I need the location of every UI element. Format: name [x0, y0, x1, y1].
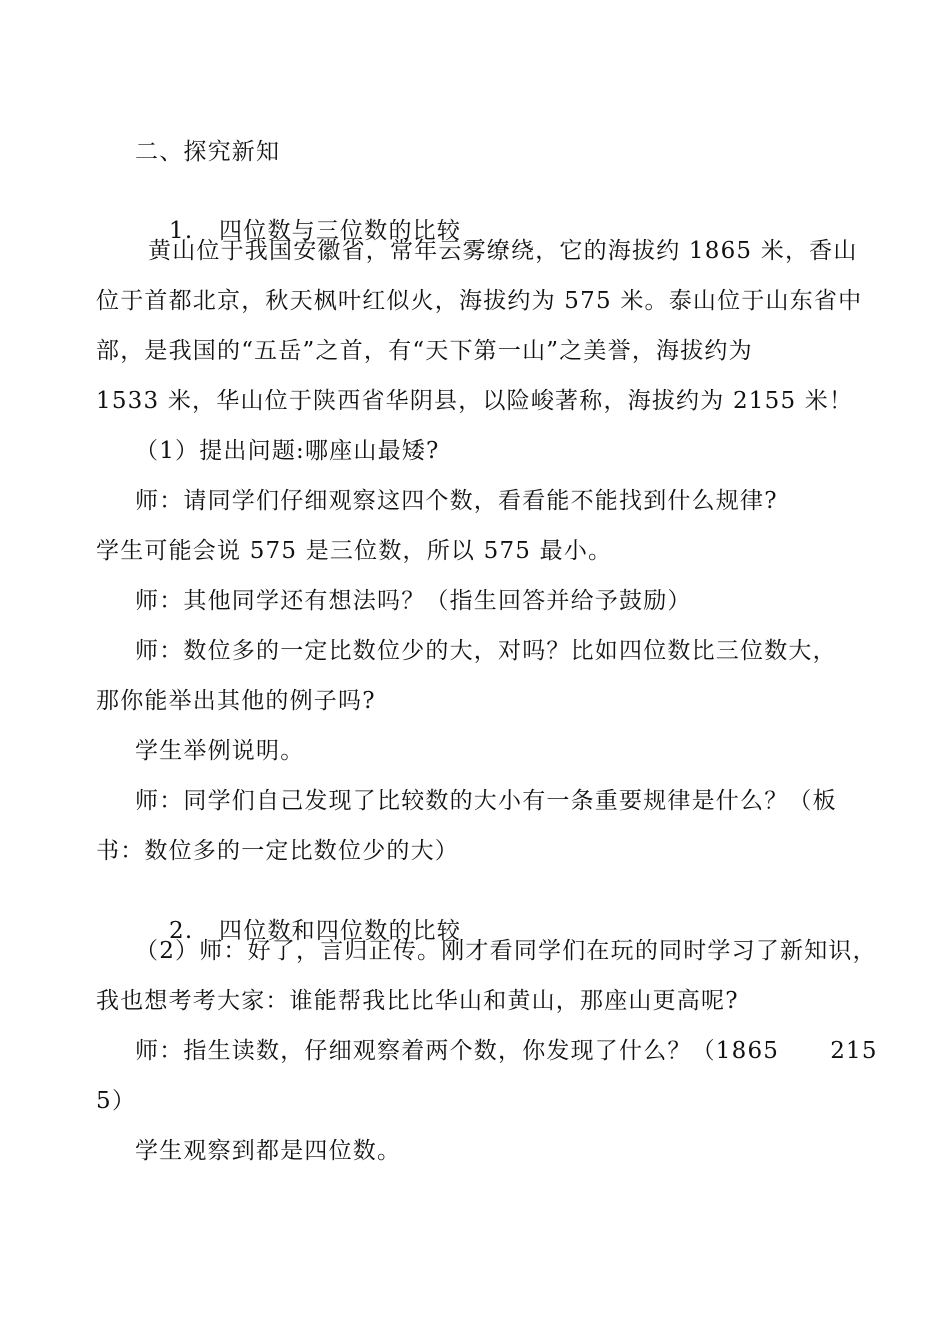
- subsection-number: 2.: [169, 918, 194, 944]
- paragraph-line: 部，是我国的“五岳”之首，有“天下第一山”之美誉，海拔约为: [96, 338, 753, 364]
- section-heading: 二、探究新知: [135, 139, 281, 165]
- teacher-line: 师：其他同学还有想法吗？（指生回答并给予鼓励）: [135, 588, 692, 614]
- teacher-line-continued: 那你能举出其他的例子吗?: [96, 688, 376, 714]
- subsection-number: 1.: [169, 218, 194, 244]
- subsection-title: 四位数和四位数的比较: [219, 918, 462, 944]
- question-2-continued: 我也想考考大家：谁能帮我比比华山和黄山，那座山更高呢?: [96, 988, 739, 1014]
- teacher-line: 师：数位多的一定比数位少的大，对吗？比如四位数比三位数大，: [135, 638, 837, 664]
- student-line: 学生举例说明。: [135, 738, 305, 764]
- student-line: 学生观察到都是四位数。: [135, 1138, 402, 1164]
- teacher-line: 师：指生读数，仔细观察着两个数，你发现了什么？（1865 215: [135, 1038, 878, 1064]
- question-1: （1）提出问题:哪座山最矮?: [135, 438, 440, 464]
- student-line: 学生可能会说 575 是三位数，所以 575 最小。: [96, 538, 613, 564]
- paragraph-line: 位于首都北京，秋天枫叶红似火，海拔约为 575 米。泰山位于山东省中: [96, 288, 863, 314]
- paragraph-line: 黄山位于我国安徽省，常年云雾缭绕，它的海拔约 1865 米，香山: [148, 238, 858, 264]
- teacher-line: 师：同学们自己发现了比较数的大小有一条重要规律是什么？（板: [135, 788, 837, 814]
- teacher-line-continued: 书：数位多的一定比数位少的大）: [96, 838, 459, 864]
- teacher-line-continued: 5）: [96, 1088, 137, 1114]
- teacher-line: 师：请同学们仔细观察这四个数，看看能不能找到什么规律?: [135, 488, 778, 514]
- paragraph-line: 1533 米，华山位于陕西省华阴县，以险峻著称，海拔约为 2155 米！: [96, 388, 854, 414]
- question-2: （2）师：好了，言归正传。刚才看同学们在玩的同时学习了新知识，: [135, 938, 877, 964]
- subsection-title: 四位数与三位数的比较: [219, 218, 462, 244]
